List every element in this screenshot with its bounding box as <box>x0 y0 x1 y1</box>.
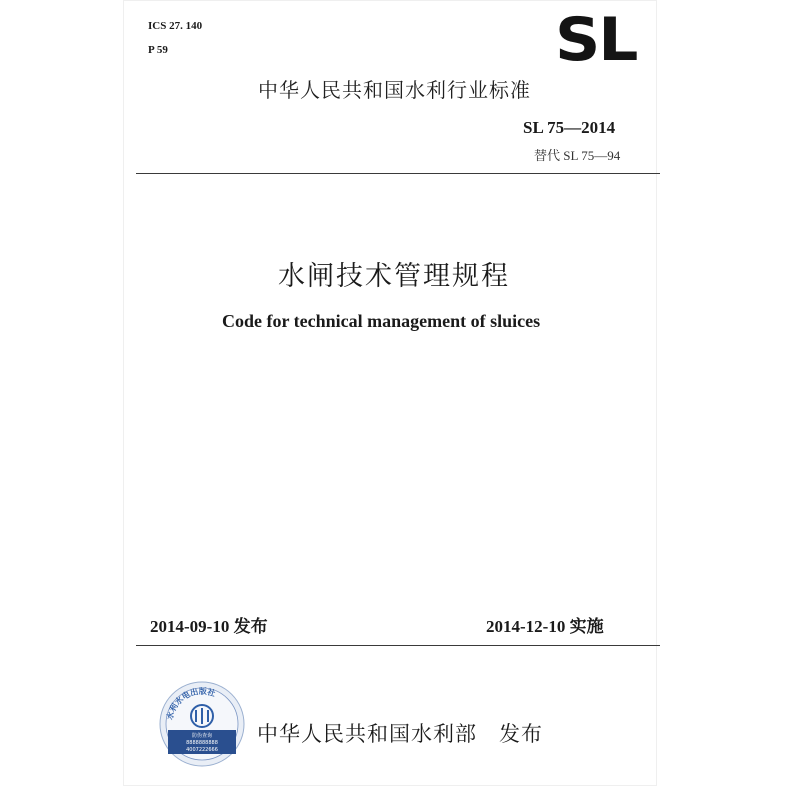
footer-divider <box>136 645 660 646</box>
title-chinese: 水闸技术管理规程 <box>278 261 510 292</box>
issue-date: 2014-09-10 发布 <box>150 617 268 636</box>
sl-logo: SL <box>555 5 637 75</box>
publisher: 中华人民共和国水利部 发布 <box>257 722 543 746</box>
svg-text:4007222666: 4007222666 <box>186 747 218 753</box>
implementation-date: 2014-12-10 实施 <box>486 617 604 636</box>
category-code: P 59 <box>148 44 168 56</box>
title-english: Code for technical management of sluices <box>222 311 541 331</box>
anti-counterfeit-seal-icon <box>158 680 246 768</box>
header-divider <box>136 173 660 174</box>
standard-number: SL 75—2014 <box>523 118 616 137</box>
ics-code: ICS 27. 140 <box>148 20 203 32</box>
svg-text:防伪查询: 防伪查询 <box>191 733 213 739</box>
svg-text:8888888888: 8888888888 <box>186 740 218 746</box>
industry-standard-label: 中华人民共和国水利行业标准 <box>258 78 531 102</box>
replaces-standard: 替代 SL 75—94 <box>534 148 621 163</box>
svg-text:水利水电出版社: 水利水电出版社 <box>165 686 217 721</box>
